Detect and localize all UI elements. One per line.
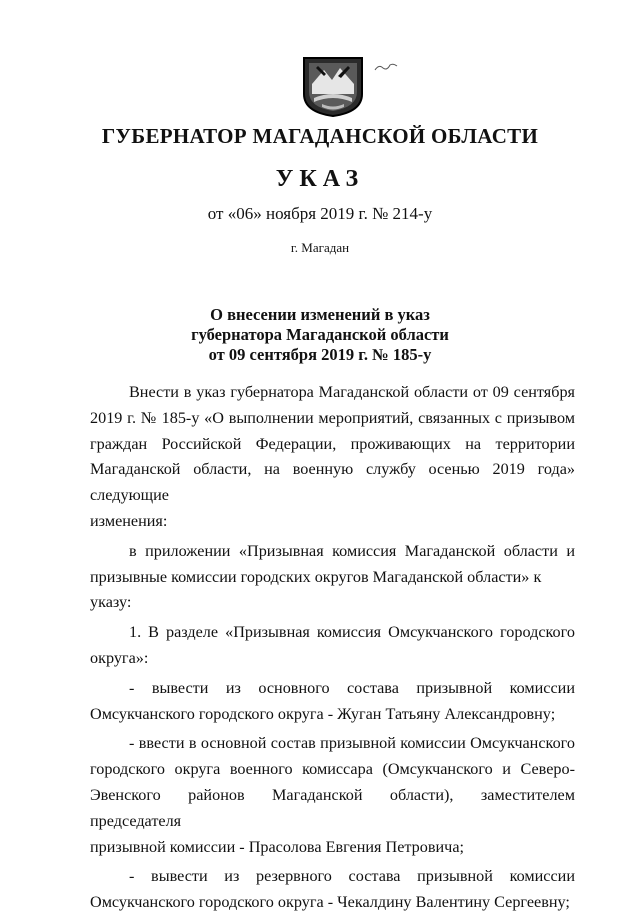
text-line: Магаданской области, на военную службу осенью 2019 года» следующие <box>90 460 575 505</box>
decree-number-date: от «06» ноября 2019 г. № 214-у <box>207 204 433 223</box>
city-label: г. Магадан <box>290 240 350 255</box>
text-line: городского округа военного комиссара (Омсукчанского и Северо- <box>90 760 575 779</box>
text-line: призывные комиссии городских округов Магаданской области» к указу: <box>90 567 542 612</box>
text-line: изменения: <box>90 511 168 530</box>
body-paragraph-3 <box>90 620 575 672</box>
body-paragraph-4 <box>90 676 575 728</box>
text-line: призывной комиссии - Прасолова Евгения Петровича; <box>90 837 465 856</box>
text-line: Омсукчанского городского округа - Чекалдину Валентину Сергеевну; <box>90 893 570 912</box>
text-line: 2019 г. № 185-у «О выполнении мероприятий, связанных с призывом <box>90 408 575 427</box>
text-line: Эвенского районов Магаданской области), заместителем председателя <box>90 785 575 830</box>
text-line: Омсукчанского городского округа - Жуган Татьяну Александровну; <box>90 704 556 723</box>
text-line: в приложении «Призывная комиссия Магаданской области и <box>129 541 575 560</box>
body-paragraph-2 <box>90 539 575 616</box>
decree-title-line: от 09 сентября 2019 г. № 185-у <box>208 345 432 364</box>
decree-title <box>0 305 640 365</box>
body-paragraph-1 <box>90 380 575 535</box>
decree-title-line: О внесении изменений в указ <box>210 305 430 324</box>
document-heading: ГУБЕРНАТОР МАГАДАНСКОЙ ОБЛАСТИ <box>101 124 539 148</box>
body-paragraph-5 <box>90 731 575 860</box>
text-line: - вывести из резервного состава призывной комиссии <box>129 867 575 886</box>
handwritten-mark <box>374 62 398 72</box>
document-body <box>90 380 575 916</box>
text-line: - вывести из основного состава призывной комиссии <box>129 678 575 697</box>
coat-of-arms-emblem <box>300 54 366 118</box>
decree-label: УКАЗ <box>275 166 365 192</box>
body-paragraph-6 <box>90 864 575 916</box>
text-line: Внести в указ губернатора Магаданской области от 09 сентября <box>129 383 575 401</box>
decree-title-line: губернатора Магаданской области <box>191 325 449 344</box>
text-line: - ввести в основной состав призывной комиссии Омсукчанского <box>129 734 575 753</box>
text-line: округа»: <box>90 648 149 667</box>
text-line: 1. В разделе «Призывная комиссия Омсукчанского городского <box>129 623 575 642</box>
text-line: граждан Российской Федерации, проживающих на территории <box>90 434 575 453</box>
